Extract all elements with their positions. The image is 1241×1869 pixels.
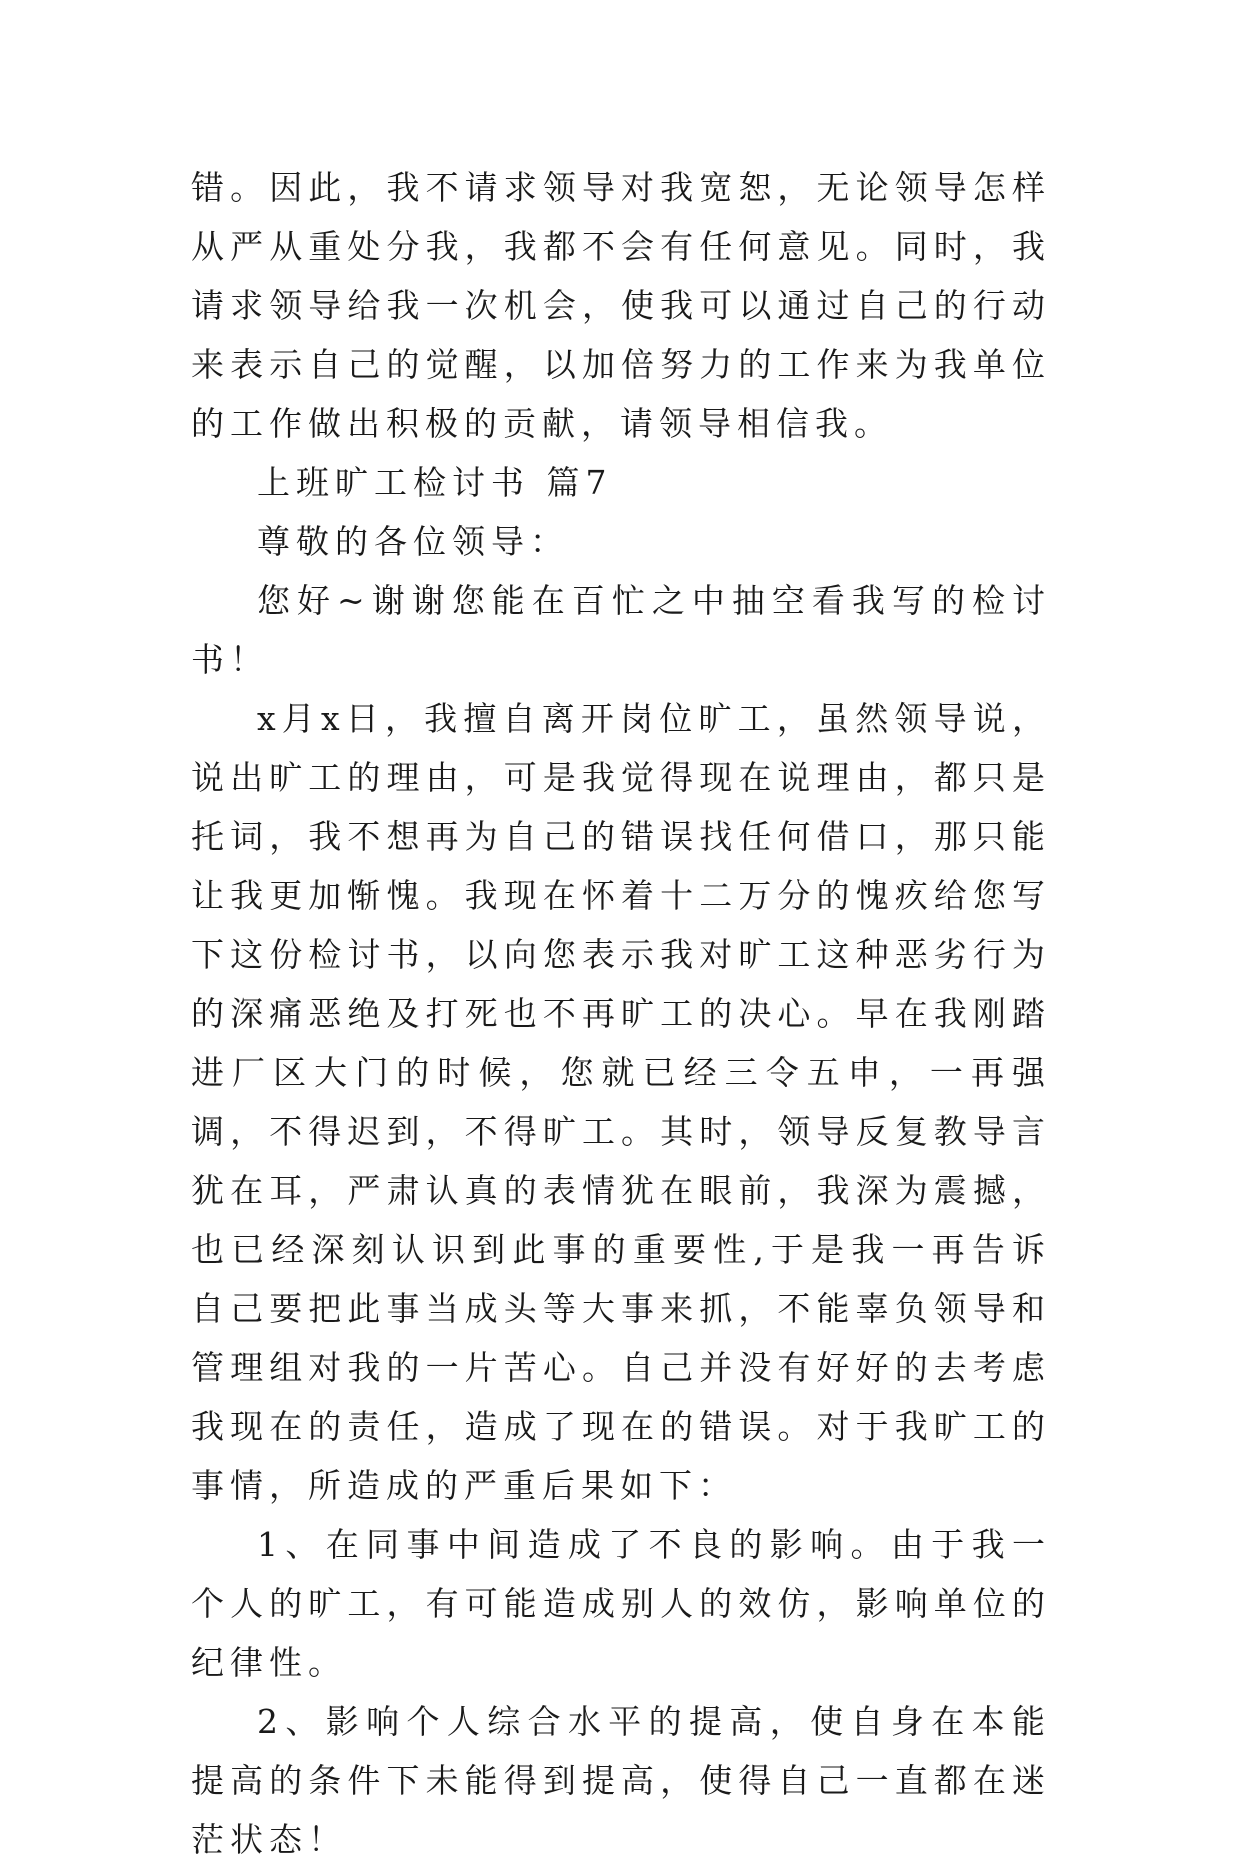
paragraph-main-body: x月x日，我擅自离开岗位旷工，虽然领导说，说出旷工的理由，可是我觉得现在说理由，都只是托词，我不想再为自己的错误找任何借口，那只能让我更加惭愧。我现在怀着十二万分的愧疚给您写下这份检讨书，以向您表示我对旷工这种恶劣行为的深痛恶绝及打死也不再旷工的决心。早在我刚踏进厂区大门的时候，您就已经三令五申，一再强调，不得迟到，不得旷工。其时，领导反复教导言犹在耳，严肃认真的表情犹在眼前，我深为震撼，也已经深刻认识到此事的重要性,于是我一再告诉自己要把此事当成头等大事来抓，不能辜负领导和管理组对我的一片苦心。自己并没有好好的去考虑我现在的责任，造成了现在的错误。对于我旷工的事情，所造成的严重后果如下：	[191, 699, 1051, 1505]
list-item-consequence-1: 1、在同事中间造成了不良的影响。由于我一个人的旷工，有可能造成别人的效仿，影响单位的纪律性。	[191, 1525, 1051, 1682]
greeting-line: 您好~谢谢您能在百忙之中抽空看我写的检讨书！	[191, 581, 1051, 679]
paragraph-apology-conclusion: 错。因此，我不请求领导对我宽恕，无论领导怎样从严从重处分我，我都不会有任何意见。同时，我请求领导给我一次机会，使我可以通过自己的行动来表示自己的觉醒，以加倍努力的工作来为我单位的工作做出积极的贡献，请领导相信我。	[191, 168, 1051, 443]
list-item-consequence-2: 2、影响个人综合水平的提高，使自身在本能提高的条件下未能得到提高，使得自己一直都在迷茫状态！	[191, 1702, 1051, 1859]
section-heading: 上班旷工检讨书 篇7	[257, 463, 613, 502]
document-body	[191, 158, 1051, 1869]
salutation: 尊敬的各位领导：	[257, 522, 569, 561]
